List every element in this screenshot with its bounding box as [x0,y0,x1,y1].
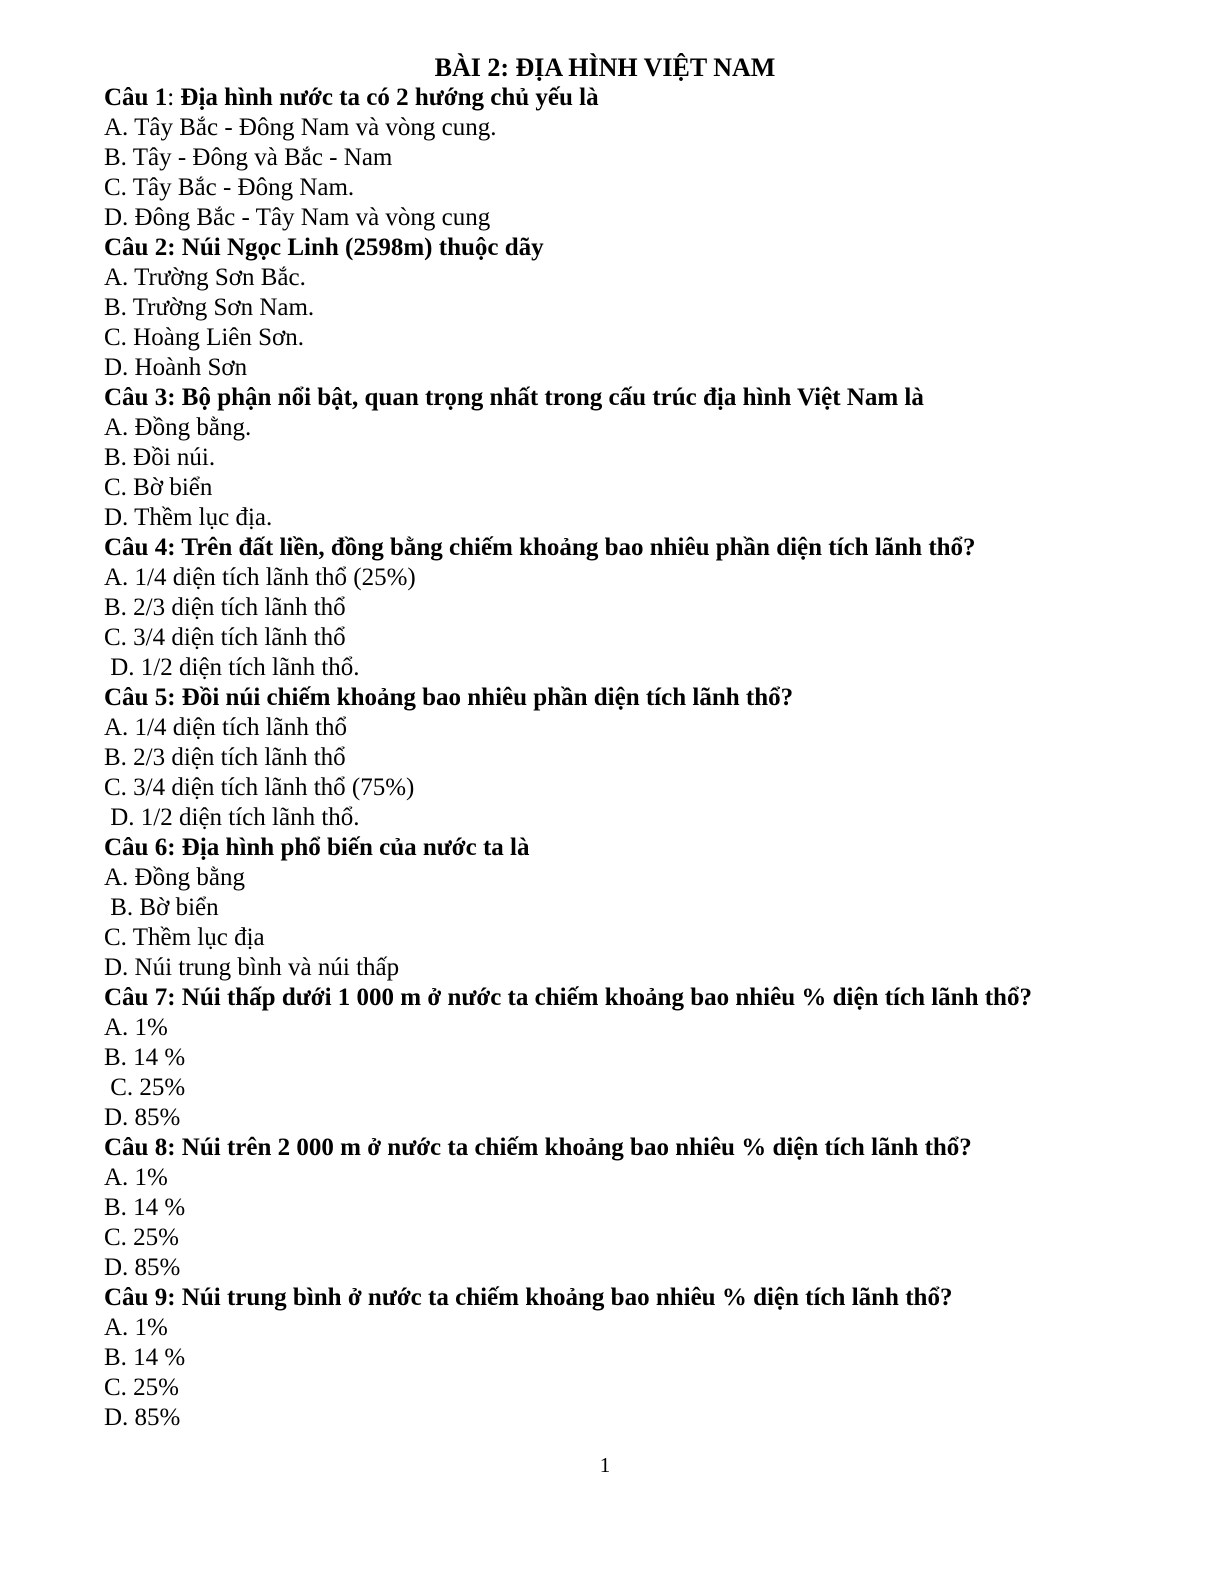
answer-option: D. Thềm lục địa. [104,504,273,531]
question-label: Câu 4 [104,534,168,561]
answer-option: A. Trường Sơn Bắc. [104,264,306,291]
question-text: Núi Ngọc Linh (2598m) thuộc dãy [175,234,544,261]
answer-option: C. 3/4 diện tích lãnh thổ (75%) [104,774,415,801]
question [104,1133,1194,1163]
answer-option: D. 1/2 diện tích lãnh thổ. [104,804,360,831]
answer-option: A. 1/4 diện tích lãnh thổ (25%) [104,564,416,591]
question-separator: : [167,1134,176,1161]
answer-option: C. Thềm lục địa [104,924,265,951]
answer-option: C. 25% [104,1074,186,1101]
answer-option: D. Hoành Sơn [104,354,248,381]
answer-option: B. Tây - Đông và Bắc - Nam [104,144,393,171]
question [104,683,1194,713]
question-separator: : [167,534,176,561]
question [104,83,1194,113]
question-separator: : [167,684,176,711]
question [104,1283,1194,1313]
answer-option: B. 2/3 diện tích lãnh thổ [104,744,346,771]
answer-option: A. 1% [104,1314,168,1341]
question-text: Bộ phận nổi bật, quan trọng nhất trong cấu trúc địa hình Việt Nam là [175,384,924,411]
answer-option: C. 25% [104,1374,179,1401]
answer-option: D. Đông Bắc - Tây Nam và vòng cung [104,204,491,231]
question-text: Địa hình nước ta có 2 hướng chủ yếu là [174,84,599,111]
question-label: Câu 5 [104,684,168,711]
answer-option: A. 1/4 diện tích lãnh thổ [104,714,348,741]
question-label: Câu 8 [104,1134,168,1161]
page-number: 1 [599,1453,611,1477]
answer-option: A. 1% [104,1014,168,1041]
question [104,233,1194,263]
answer-option: B. Trường Sơn Nam. [104,294,315,321]
question-text: Đồi núi chiếm khoảng bao nhiêu phần diện tích lãnh thổ? [175,684,794,711]
answer-option: A. Đồng bằng [104,864,245,891]
question-label: Câu 7 [104,984,168,1011]
answer-option: D. 85% [104,1104,181,1131]
answer-option: D. 85% [104,1404,181,1431]
question [104,533,1194,563]
answer-option: B. 14 % [104,1044,186,1071]
question-label: Câu 1 [104,84,168,111]
page-title: BÀI 2: ĐỊA HÌNH VIỆT NAM [434,53,776,82]
question-label: Câu 9 [104,1284,168,1311]
answer-option: A. Tây Bắc - Đông Nam và vòng cung. [104,114,497,141]
answer-option: C. Bờ biển [104,474,213,501]
question-separator: : [167,234,176,261]
question-label: Câu 2 [104,234,168,261]
answer-option: D. 1/2 diện tích lãnh thổ. [104,654,360,681]
answer-option: D. 85% [104,1254,181,1281]
question-text: Núi trên 2 000 m ở nước ta chiếm khoảng bao nhiêu % diện tích lãnh thổ? [175,1134,972,1161]
answer-option: C. 3/4 diện tích lãnh thổ [104,624,346,651]
question-separator: : [167,1284,176,1311]
question-separator: : [167,984,176,1011]
question [104,833,1194,863]
answer-option: C. Tây Bắc - Đông Nam. [104,174,355,201]
question-label: Câu 6 [104,834,168,861]
question-list [104,83,1194,1433]
question-label: Câu 3 [104,384,168,411]
answer-option: C. Hoàng Liên Sơn. [104,324,305,351]
answer-option: B. Bờ biển [104,894,219,921]
question-separator: : [167,84,175,111]
question-separator: : [167,834,176,861]
answer-option: B. Đồi núi. [104,444,216,471]
question-text: Địa hình phổ biến của nước ta là [175,834,530,861]
answer-option: D. Núi trung bình và núi thấp [104,954,400,981]
answer-option: A. Đồng bằng. [104,414,252,441]
answer-option: B. 14 % [104,1194,186,1221]
question [104,383,1194,413]
answer-option: A. 1% [104,1164,168,1191]
question-text: Trên đất liền, đồng bằng chiếm khoảng bao nhiêu phần diện tích lãnh thổ? [175,534,976,561]
question [104,983,1194,1013]
question-text: Núi thấp dưới 1 000 m ở nước ta chiếm khoảng bao nhiêu % diện tích lãnh thổ? [175,984,1032,1011]
question-text: Núi trung bình ở nước ta chiếm khoảng bao nhiêu % diện tích lãnh thổ? [175,1284,953,1311]
answer-option: C. 25% [104,1224,179,1251]
answer-option: B. 14 % [104,1344,186,1371]
question-separator: : [167,384,176,411]
answer-option: B. 2/3 diện tích lãnh thổ [104,594,346,621]
